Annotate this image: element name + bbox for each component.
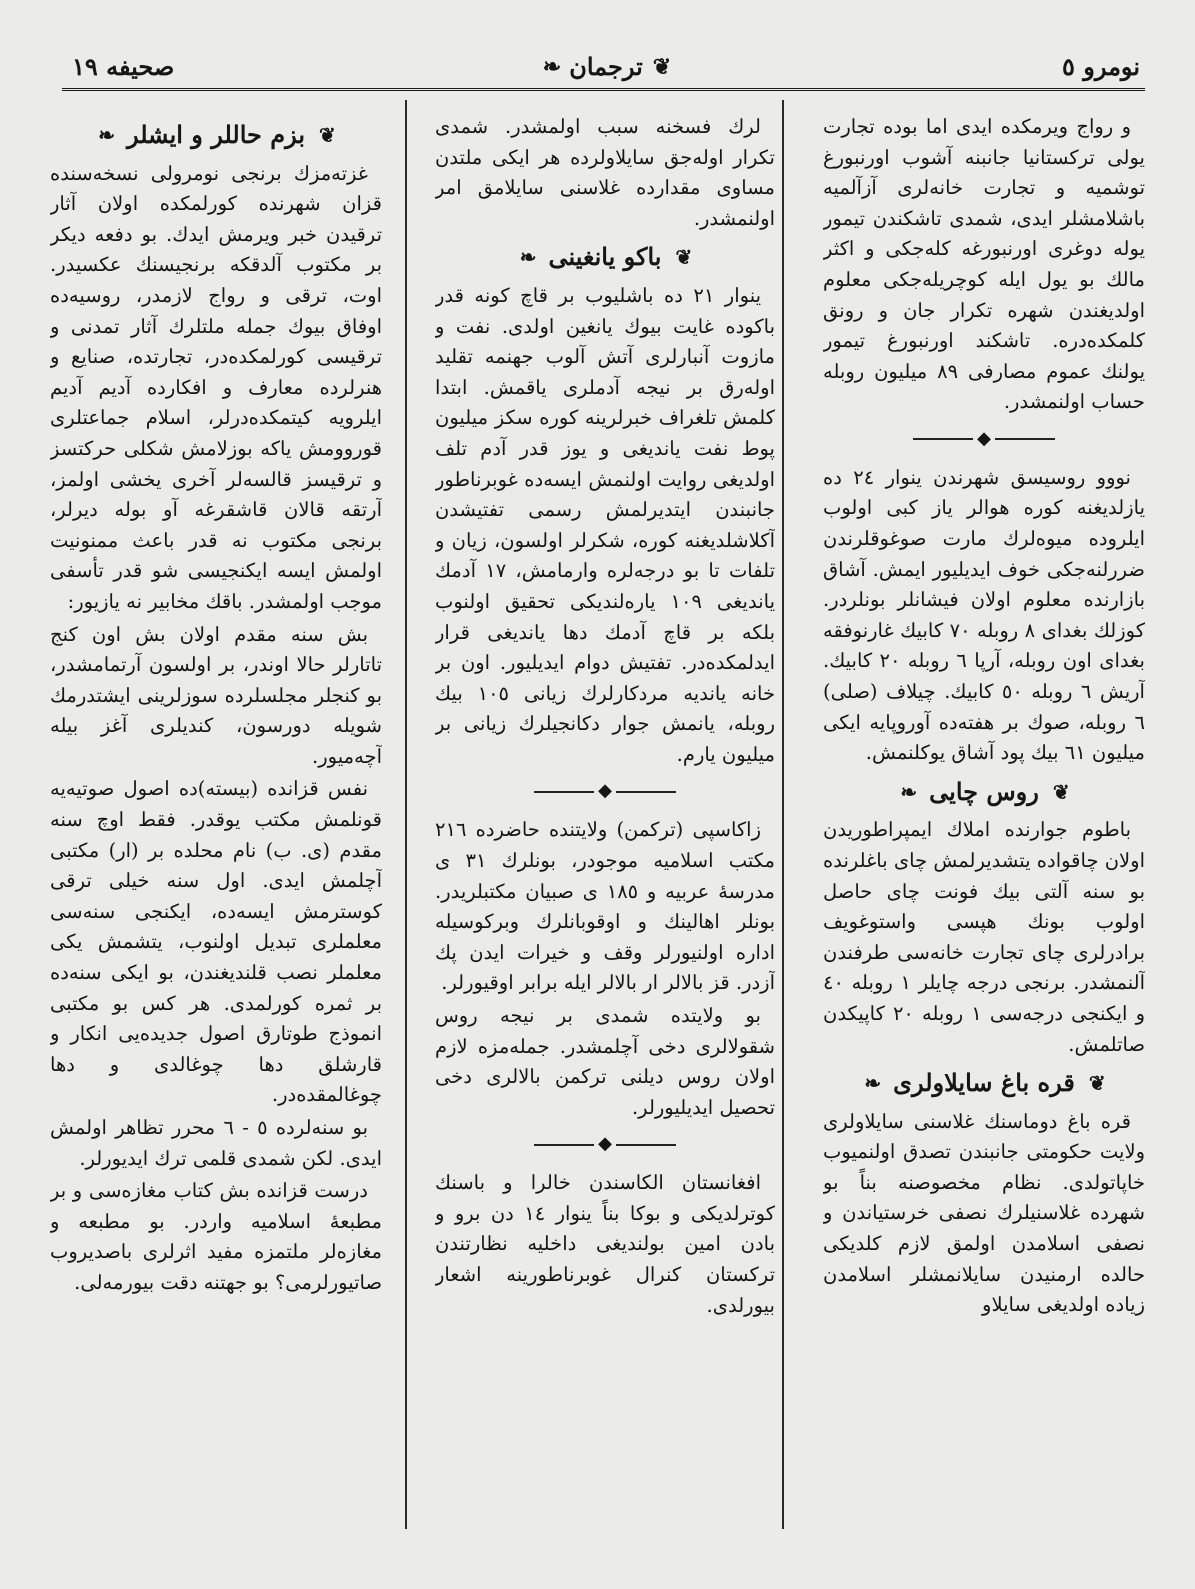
ornament-icon: ❧ bbox=[900, 779, 916, 804]
page-header bbox=[72, 44, 1140, 90]
column-middle bbox=[435, 112, 775, 1569]
article-paragraph: لرك فسخنه سبب اولمشدر. شمدى تكرار اوله‌جق سايلاولرده هر ايكى ملتدن مساوى مقدارده غلاسنى سايلامق امر اولنمشدر. bbox=[435, 115, 775, 230]
article-paragraph: نفس قزانده (بيسته)ده اصول صوتيه‌يه قونلمش مكتب يوقدر. فقط اوچ سنه مقدم (ى. ب) نام محلده بر (ار) مكتبى آچلمش ايدى. اول سنه خيلى ترقى كوسترمش ايسه‌ده، ايكنجى سنه‌سى معلملرى تبديل اولنوب، يتشمش يكى معلملر نصب قلنديغندن، بو ايكى سنه‌ده بر ثمره كورلمدى. هر كس بو مكتبى انموذج طوتارق اصول جديده‌يى انكار و قارشلق دها چوغالدى و دها چوغالمقده‌در. bbox=[50, 777, 382, 1107]
section-heading-text: باكو يانغينى bbox=[548, 242, 662, 272]
ornament-icon: ❧ bbox=[864, 1071, 880, 1096]
column-right bbox=[823, 112, 1145, 1569]
article-paragraph: درست قزانده بش كتاب مغازه‌سى و بر مطبعهٔ اسلاميه واردر. بو مطبعه و مغازه‌لر ملتمزه مفيد اثرلرى باصديروب صاتيورلرمى؟ بو جهتنه دقت بيورمه‌لى. bbox=[50, 1179, 382, 1294]
article-paragraph: زاكاسپى (تركمن) ولايتنده حاضرده ٢١٦ مكتب اسلاميه موجودر، بونلرك ٣١ ى مدرسهٔ عربيه و ١٨٥ ى صبيان مكتبلريدر. بونلر اهالينك و اوقوبانلرك وبركوسيله اداره اولنيورلر وقف و خيرات ايدن پك آزدر. قز بالالر ار بالالر ايله برابر اوقيورلر. bbox=[435, 818, 775, 995]
ornament-icon: ❦ bbox=[652, 53, 670, 80]
ornament-icon: ❦ bbox=[1052, 779, 1068, 804]
ornament-icon: ❦ bbox=[675, 245, 691, 270]
article-paragraph: قره باغ دوماسنك غلاسنى سايلاولرى ولايت حكومتى جانبندن تصدق اولنميوب خاپاتولدى. نظام مخصوصنه بناً بو شهرده غلاسنيلرك نصفى خرستياندن و نصفى اسلامدن اولمق لازم كلديكى حالده ارمنيدن سايلانمشلر اسلامدن زياده اولديغى سايلاو bbox=[823, 1109, 1145, 1317]
section-divider: ◆ bbox=[435, 1129, 775, 1160]
page-number: صحيفه ١٩ bbox=[72, 52, 175, 81]
article-paragraph: بو ولايتده شمدى بر نيجه روس شقولالرى دخى آچلمشدر. جمله‌مزه لازم اولان روس ديلنى تركمن بالالرى دخى تحصيل ايديليورلر. bbox=[435, 1003, 775, 1119]
section-divider: ◆ bbox=[435, 776, 775, 807]
article-paragraph: غزته‌مزك برنجى نومرولى نسخه‌سنده قزان شهرنده كورلمكده اولان آثار ترقيدن خبر ويرمش ايدك. بو دفعه ديكر بر مكتوب آلدقكه برنجيسنك عكسيدر. اوت، ترقى و رواج لازمدر، روسيه‌ده اوفاق بيوك جمله ملتلرك آثار تمدنى و ترقيسى كورلمكده‌در، تجارتده، صنايع و هنرلرده معارف و افكارده آديم آديم ايلرويه كيتمكده‌درلر، اسلام جماعتلرى قوروومش ياكه بوزلامش شكلى حركتسز و ترقيسز قالسه‌لر آخرى يخشى اولمز، آرتقه قالان قاشقرغه آو بوله ديرلر، برنجى مكتوب نه قدر باعث ممنونيت اولمش ايسه ايكنجيسى شو قدر تأسفى موجب اولمشدر. باقك مخابير نه يازيور: bbox=[50, 161, 382, 613]
masthead bbox=[543, 52, 669, 81]
ornament-icon: ❧ bbox=[542, 53, 560, 80]
ornament-icon: ❦ bbox=[1088, 1071, 1104, 1096]
article-paragraph: بو سنه‌لرده ٥ - ٦ محرر تظاهر اولمش ايدى. لكن شمدى قلمى ترك ايديورلر. bbox=[50, 1116, 382, 1170]
ornament-icon: ❦ bbox=[319, 123, 334, 147]
article-paragraph: باطوم جوارنده املاك ايمپراطوريدن اولان چاقواده يتشديرلمش چاى باغلرنده بو سنه آلتى بيك فونت چاى حاصل اولوب بونك هپسى واستوغويف برادرلرى چاى تجارت خانه‌سى طرفندن آلنمشدر. برنجى درجه چايلر ١ روبله ٤٠ و ايكنجى درجه‌سى ١ روبله ٢٠ كاپيكدن صاتلمش. bbox=[823, 818, 1145, 1056]
article-paragraph: بش سنه مقدم اولان بش اون كنج تاتارلر حالا اوندر، بر اولسون آرتمامشدر، بو كنجلر مجلسلرده سوزلرينى ايشتدرمك شويله دورسون، كنديلرى آغز بيله آچه‌ميور. bbox=[50, 622, 382, 768]
column-left bbox=[50, 112, 382, 1569]
header-rule bbox=[62, 88, 1145, 91]
section-heading bbox=[823, 1068, 1145, 1099]
section-heading bbox=[50, 120, 382, 151]
ornament-icon: ❧ bbox=[519, 245, 535, 270]
ornament-icon: ❧ bbox=[98, 123, 113, 147]
issue-number: نومرو ٥ bbox=[1061, 52, 1140, 81]
column-divider bbox=[405, 100, 407, 1529]
masthead-title: ترجمان bbox=[569, 52, 643, 81]
article-paragraph: افغانستان الكاسندن خالرا و باسنك كوترلديكى و بوكا بناً ينوار ١٤ دن برو و بادن امين بولنديغى داخليه نظارتندن تركستان كنرال غوبرناطورينه اشعار بيورلدى. bbox=[435, 1171, 775, 1317]
section-heading-text: بزم حاللر و ايشلر bbox=[126, 120, 306, 149]
section-heading-text: قره باغ سايلاولرى bbox=[893, 1068, 1075, 1098]
article-paragraph: و رواج ويرمكده ايدى اما بوده تجارت يولى تركستانيا جانبنه آشوب اورنبورغ توشميه و تجارت خانه‌لرى آزآلميه باشلامشلر ايدى، شمدى تاشكندن تيمور يوله دوغرى اورنبورغه كله‌جكى و اكثر مالك بو يول ايله كوچريله‌جكى معلوم اولديغندن شهره تكرار جان و رونق كلمكده‌دره. تاشكند اورنبورغ تيمور يولنك عموم مصارفى ٨٩ ميليون روبله حساب اولنمشدر. bbox=[823, 115, 1145, 414]
article-paragraph: ينوار ٢١ ده باشليوب بر قاچ كونه قدر باكوده غايت بيوك يانغين اولدى. نفت و مازوت آنبارلرى آتش آلوب جهنمه تقليد اوله‌رق بر نيجه آدملرى ياقمش. ابتدا كلمش تلغراف خبرلرينه كوره سكز ميليون پوط نفت يانديغى و يوز قدر آدم تلف اولديغى روايت اولنمش ايسه‌ده غوبرناطور جانبندن ايتديرلمش رسمى تفتيشدن آكلاشلديغنه كوره، شكرلر اولسون، زيان و تلفات تا بو درجه‌لره وارمامش، ١٧ آدمك يانديغى ١٠٩ ياره‌لنديكى تحقيق اولنوب بلكه بر قاچ آدمك دها يانديغى قرار ايدلمكده‌در. تفتيش دوام ايديليور. اون بر خانه يانديه مردكارلرك زيانى ١٠٥ بيك روبله، يانمش جوار دكانجيلرك زيانى بر ميليون يارم. bbox=[435, 283, 775, 766]
section-divider: ◆ bbox=[823, 424, 1145, 455]
section-heading-text: روس چايى bbox=[929, 776, 1039, 806]
column-divider bbox=[782, 100, 784, 1529]
section-heading bbox=[435, 242, 775, 273]
section-heading bbox=[823, 777, 1145, 808]
article-paragraph: نووو روسيسق شهرندن ينوار ٢٤ ده يازلديغنه كوره هوالر ياز كبى اولوب ايلروده ميوه‌لرك مارت صوغوقلرندن ضررلنه‌جكى خوف ايديليور ايمش. آشاق بازارنده معلوم اولان فيشانلر بونلردر. كوزلك بغداى ٨ روبله ٧٠ كابيك غارنوفقه بغداى اون روبله، آرپا ٦ روبله ٢٠ كابيك. آريش ٦ روبله ٥٠ كابيك. چيلاف (صلى) ٦ روبله، صوك بر هفته‌ده آوروپايه ايكى ميليون ٦١ بيك پود آشاق يوكلنمش. bbox=[823, 465, 1145, 765]
